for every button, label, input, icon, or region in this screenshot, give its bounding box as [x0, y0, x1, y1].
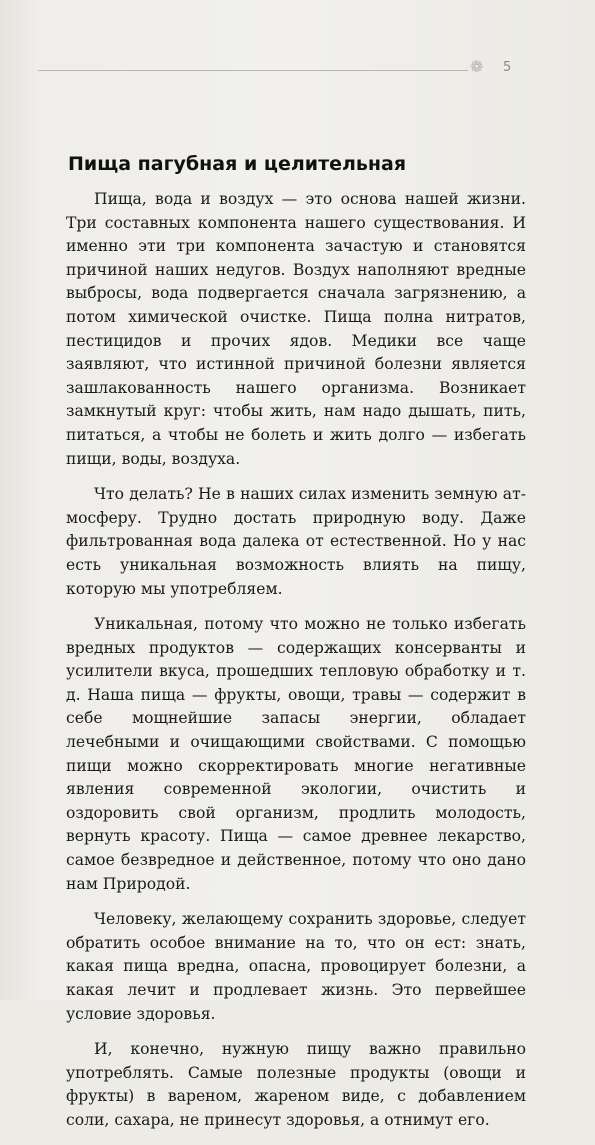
- paragraph: Человеку, желающему сохранить здоровье, следует обратить особое внимание на то, что он ест: знать, какая пища вредна, опасна, провоцирует болезни, а какая лечит и продлевает жизнь. Это первейшее условие здоровья.: [66, 910, 526, 1023]
- leaf-ornament-icon: ❁: [470, 57, 484, 76]
- page-number: 5: [503, 60, 512, 75]
- paragraph: И, конечно, нужную пищу важно правильно употреблять. Самые полезные продукты (овощи и фрукты) в вареном, жареном виде, с добавлением соли, сахара, не принесут здоровья, а отнимут его.: [66, 1040, 526, 1129]
- paragraph: Что делать? Не в наших силах изменить земную атмосферу. Трудно достать природную воду. Даже фильтрованная вода далека от естественной. Но у нас есть уникальная возможность влиять на пищу, которую мы употребляем.: [66, 485, 526, 598]
- header-rule: [38, 70, 468, 71]
- section-heading: Пища пагубная и целительная: [68, 153, 407, 175]
- paragraph: Уникальная, потому что можно не только избегать вредных продуктов — содержащих консерванты и усилители вкуса, прошедших тепловую обработку и т. д. Наша пища — фрукты, овощи, травы — содержит в себе мощнейшие запасы энергии, обладает лечебными и очищающими свойствами. С помощью пищи можно скорректировать многие негативные явления современной экологии, очистить и оздоровить свой организм, продлить молодость, вернуть красоту. Пища — самое древнее лекарство, самое безвредное и действенное, потому что оно дано нам Природой.: [66, 615, 526, 893]
- body-text: [66, 188, 526, 1145]
- paragraph: Пища, вода и воздух — это основа нашей жизни. Три составных компонента нашего существования. И именно эти три компонента зачастую и становятся причиной наших недугов. Воздух наполняют вредные выбросы, вода подвергается сначала загрязнению, а потом химической очистке. Пища полна нитратов, пестицидов и прочих ядов. Медики все чаще заявляют, что истинной причиной болезни является зашлакованность нашего организма. Возникает замкнутый круг: чтобы жить, нам надо дышать, пить, питаться, а чтобы не болеть и жить долго — избегать пищи, воды, воздуха.: [66, 190, 526, 468]
